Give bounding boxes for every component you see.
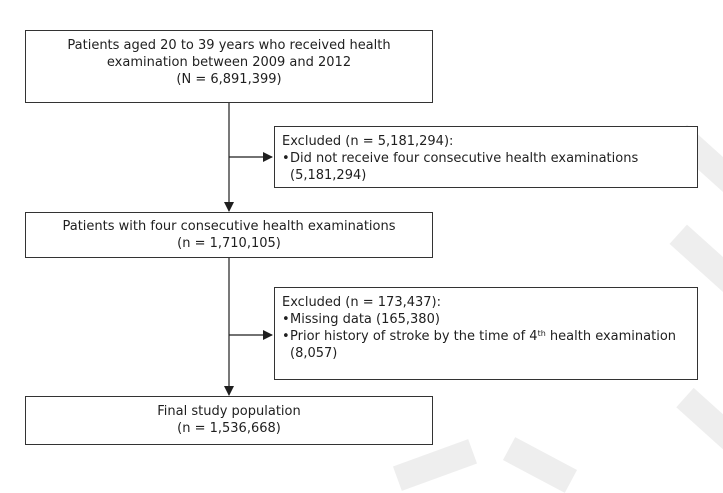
initial-line-2: examination between 2009 and 2012 [106, 55, 352, 70]
exclusion2-item-2 [282, 328, 689, 345]
bullet-icon: • [282, 312, 290, 327]
exclusion1-item-1 [282, 150, 689, 167]
initial-count: (N = 6,891,399) [176, 72, 282, 87]
intermediate-count: (n = 1,710,105) [177, 236, 281, 251]
bullet-icon: • [282, 151, 290, 166]
exclusion2-item-2-pre: Prior history of stroke by the time of 4 [290, 329, 538, 344]
bullet-icon: • [282, 329, 290, 344]
final-population-box [25, 396, 433, 445]
exclusion2-item-1 [282, 311, 689, 328]
initial-line-1: Patients aged 20 to 39 years who received health [67, 38, 391, 53]
exclusion1-header: Excluded (n = 5,181,294): [282, 134, 454, 149]
ordinal-suffix: th [537, 329, 546, 338]
exclusion2-item-2-count: (8,057) [290, 346, 338, 361]
exclusion1-item-1-text: Did not receive four consecutive health examinations [290, 151, 639, 166]
exclusion-box-2 [274, 287, 698, 380]
final-count: (n = 1,536,668) [177, 421, 281, 436]
exclusion1-item-1-count: (5,181,294) [290, 168, 367, 183]
exclusion2-header: Excluded (n = 173,437): [282, 295, 441, 310]
exclusion2-item-1-text: Missing data (165,380) [290, 312, 440, 327]
exclusion2-item-2-post: health examination [545, 329, 677, 344]
final-line-1: Final study population [157, 404, 301, 419]
initial-population-box [25, 30, 433, 103]
exclusion-box-1 [274, 126, 698, 188]
intermediate-line-1: Patients with four consecutive health examinations [62, 219, 396, 234]
intermediate-population-box [25, 212, 433, 258]
